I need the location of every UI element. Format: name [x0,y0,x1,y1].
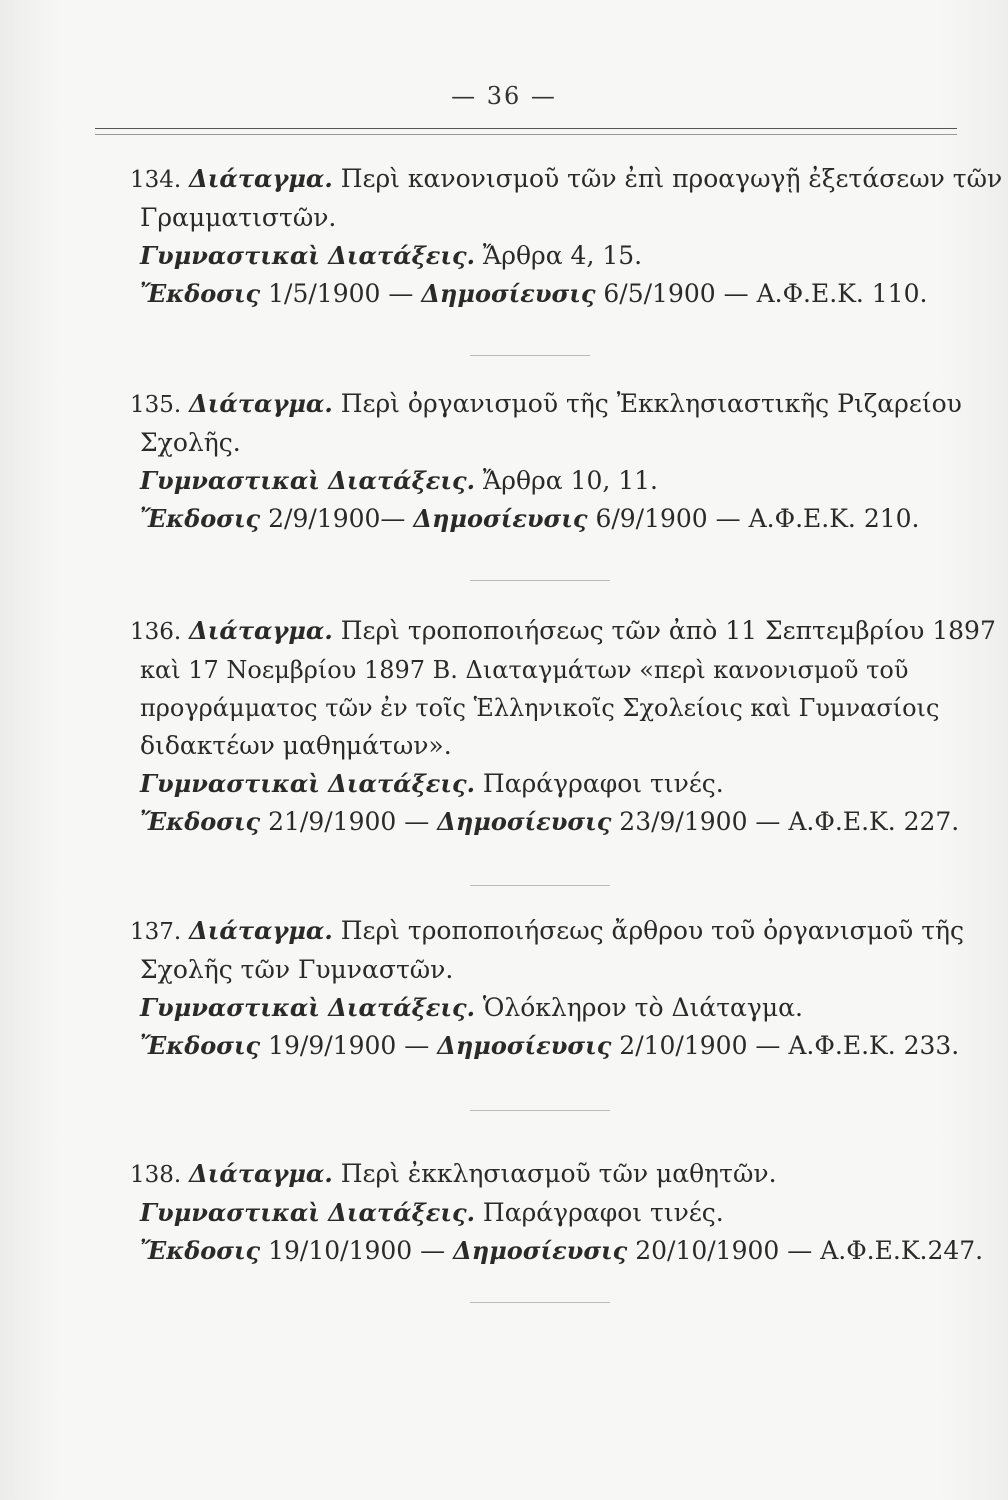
publication-label: Δημοσίευσις [453,1236,628,1265]
entry-type: Διάταγμα. [189,164,333,193]
entry-title-line: Περὶ κανονισμοῦ τῶν ἐπὶ προαγωγῇ ἐξετάσεων τῶν [340,164,1003,193]
entry-type: Διάταγμα. [189,916,333,945]
provisions-label: Γυμναστικαὶ Διατάξεις. [140,1198,475,1227]
decree-entry-135 [130,385,960,538]
entry-title-line: Περὶ ὀργανισμοῦ τῆς Ἐκκλησιαστικῆς Ριζαρείου [340,389,962,418]
issue-label: Ἔκδοσις [140,1236,261,1265]
provisions-value: Παράγραφοι τινές. [482,769,724,798]
issue-label: Ἔκδοσις [140,279,261,308]
entry-separator [470,580,610,581]
entry-issue [130,275,960,313]
entry-number: 137. [130,919,182,945]
entry-separator [470,1302,610,1303]
publication-label: Δημοσίευσις [421,279,596,308]
entry-title-line: καὶ 17 Νοεμβρίου 1897 Β. Διαταγμάτων «περὶ κανονισμοῦ τοῦ [140,656,909,684]
entry-heading-line [130,1155,960,1194]
publication-label: Δημοσίευσις [437,1031,612,1060]
provisions-value: Παράγραφοι τινές. [482,1198,724,1227]
issue-label: Ἔκδοσις [140,1031,261,1060]
entry-provisions [130,237,960,275]
entry-provisions [130,989,960,1027]
entry-title-line: Γραμματιστῶν. [140,203,337,232]
entry-title-line: Περὶ τροποποιήσεως τῶν ἀπὸ 11 Σεπτεμβρίου 1897 [340,616,996,645]
entry-title-line: διδακτέων μαθημάτων». [140,731,452,760]
decree-entry-137 [130,912,965,1065]
publication-label: Δημοσίευσις [413,504,588,533]
entry-issue [130,500,960,538]
entry-type: Διάταγμα. [189,389,333,418]
entry-heading-line [130,912,965,951]
provisions-value: Ὁλόκληρον τὸ Διάταγμα. [482,993,803,1022]
header-rule [95,128,957,129]
publication-value: 6/5/1900 — Α.Φ.Ε.Κ. 110. [603,279,928,308]
provisions-value: Ἄρθρα 4, 15. [482,241,643,270]
entry-type: Διάταγμα. [189,616,333,645]
publication-value: 23/9/1900 — Α.Φ.Ε.Κ. 227. [619,807,960,836]
provisions-label: Γυμναστικαὶ Διατάξεις. [140,466,475,495]
entry-number: 134. [130,167,182,193]
provisions-label: Γυμναστικαὶ Διατάξεις. [140,241,475,270]
decree-entry-138 [130,1155,984,1270]
entry-separator [470,885,610,886]
decree-entry-134 [130,160,1003,313]
entry-type: Διάταγμα. [189,1159,333,1188]
header-rule-secondary [95,134,957,135]
issue-date: 19/9/1900 — [268,1031,430,1060]
provisions-value: Ἄρθρα 10, 11. [482,466,659,495]
entry-number: 135. [130,392,182,418]
entry-heading-line [130,385,960,424]
entry-title-line: προγράμματος τῶν ἐν τοῖς Ἑλληνικοῖς Σχολείοις καὶ Γυμνασίοις [140,694,940,722]
entry-provisions [130,1194,960,1232]
entry-provisions [130,765,960,803]
provisions-label: Γυμναστικαὶ Διατάξεις. [140,993,475,1022]
publication-value: 6/9/1900 — Α.Φ.Ε.Κ. 210. [595,504,920,533]
publication-value: 20/10/1900 — Α.Φ.Ε.Κ.247. [635,1236,984,1265]
entry-title-line: Σχολῆς. [140,428,241,457]
entry-separator [470,1110,610,1111]
entry-heading-line [130,160,1003,199]
entry-provisions [130,462,960,500]
entry-title-line: Σχολῆς τῶν Γυμναστῶν. [140,955,454,984]
entry-number: 136. [130,619,182,645]
publication-label: Δημοσίευσις [437,807,612,836]
entry-title-line: Περὶ ἐκκλησιασμοῦ τῶν μαθητῶν. [340,1159,777,1188]
entry-issue [130,803,960,841]
entry-heading-line [130,612,996,651]
issue-label: Ἔκδοσις [140,807,261,836]
issue-date: 21/9/1900 — [268,807,430,836]
issue-date: 19/10/1900 — [268,1236,446,1265]
issue-label: Ἔκδοσις [140,504,261,533]
issue-date: 1/5/1900 — [268,279,414,308]
page-number: — 36 — [451,82,557,110]
publication-value: 2/10/1900 — Α.Φ.Ε.Κ. 233. [619,1031,960,1060]
entry-issue [130,1027,960,1065]
provisions-label: Γυμναστικαὶ Διατάξεις. [140,769,475,798]
issue-date: 2/9/1900— [268,504,406,533]
entry-separator [470,355,590,356]
entry-number: 138. [130,1162,182,1188]
entry-issue [130,1232,984,1270]
entry-title-line: Περὶ τροποποιήσεως ἄρθρου τοῦ ὀργανισμοῦ τῆς [340,916,965,945]
decree-entry-136 [130,612,996,841]
